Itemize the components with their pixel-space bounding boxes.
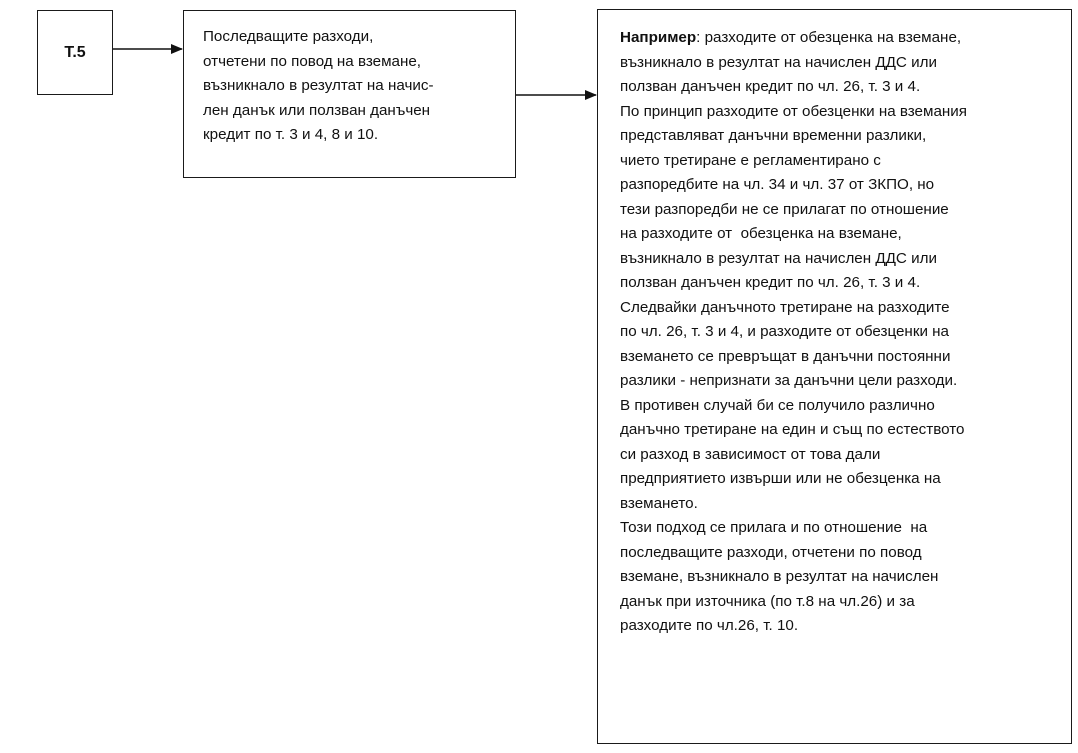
right-box-line: си разход в зависимост от това дали bbox=[620, 445, 881, 463]
right-box-line: ползван данъчен кредит по чл. 26, т. 3 и 4. bbox=[620, 78, 921, 95]
right-box-line: данъчно третиране на един и същ по естеството bbox=[620, 421, 965, 438]
right-box-line: данък при източника (по т.8 на чл.26) и за bbox=[620, 592, 915, 610]
right-box-line: Следвайки данъчното третиране на разходите bbox=[620, 298, 950, 316]
right-box-line: вземане, възникнало в резултат на начислен bbox=[620, 568, 939, 585]
right-box-lead-line bbox=[620, 26, 1065, 51]
right-box-line: Този подход се прилага и по отношение на bbox=[620, 519, 928, 536]
right-box-line: ползван данъчен кредит по чл. 26, т. 3 и 4. bbox=[620, 274, 921, 291]
middle-box-line: възникнало в резултат на начис- bbox=[203, 77, 434, 94]
source-box-label: Т.5 bbox=[64, 43, 86, 61]
right-box-line: В противен случай би се получило различно bbox=[620, 396, 935, 414]
example-lead-rest: : разходите от обезценка на вземане, bbox=[696, 29, 962, 46]
right-box-line: последващите разходи, отчетени по повод bbox=[620, 543, 922, 561]
right-box-line: вземането. bbox=[620, 494, 698, 512]
middle-box-line: отчетени по повод на вземане, bbox=[203, 52, 422, 70]
right-box-line: чието третиране е регламентирано с bbox=[620, 151, 881, 169]
right-box-line: по чл. 26, т. 3 и 4, и разходите от обезценки на bbox=[620, 323, 950, 340]
example-lead-bold: Например bbox=[620, 29, 697, 46]
right-box-line: представляват данъчни временни разлики, bbox=[620, 127, 927, 144]
right-box-line: вземането се превръщат в данъчни постоянни bbox=[620, 347, 951, 365]
right-box-line: тези разпоредби не се прилагат по отношение bbox=[620, 200, 949, 218]
right-box-line: на разходите от обезценка на вземане, bbox=[620, 225, 902, 242]
right-box-example bbox=[597, 9, 1072, 744]
right-box-line: възникнало в резултат на начислен ДДС или bbox=[620, 249, 937, 267]
right-box-line: възникнало в резултат на начислен ДДС или bbox=[620, 53, 937, 71]
right-box-line: разходите по чл.26, т. 10. bbox=[620, 617, 799, 634]
right-box-line: предприятието извърши или не обезценка на bbox=[620, 470, 941, 487]
right-box-line: разпоредбите на чл. 34 и чл. 37 от ЗКПО, но bbox=[620, 176, 935, 193]
middle-box-line: лен данък или ползван данъчен bbox=[203, 101, 431, 119]
middle-box-line: кредит по т. 3 и 4, 8 и 10. bbox=[203, 126, 379, 143]
middle-box-line: Последващите разходи, bbox=[203, 28, 374, 45]
source-box-t5 bbox=[37, 10, 113, 95]
right-box-line: разлики - непризнати за данъчни цели разходи. bbox=[620, 372, 958, 389]
right-box-line: По принцип разходите от обезценки на вземания bbox=[620, 102, 967, 120]
middle-box bbox=[183, 10, 516, 178]
